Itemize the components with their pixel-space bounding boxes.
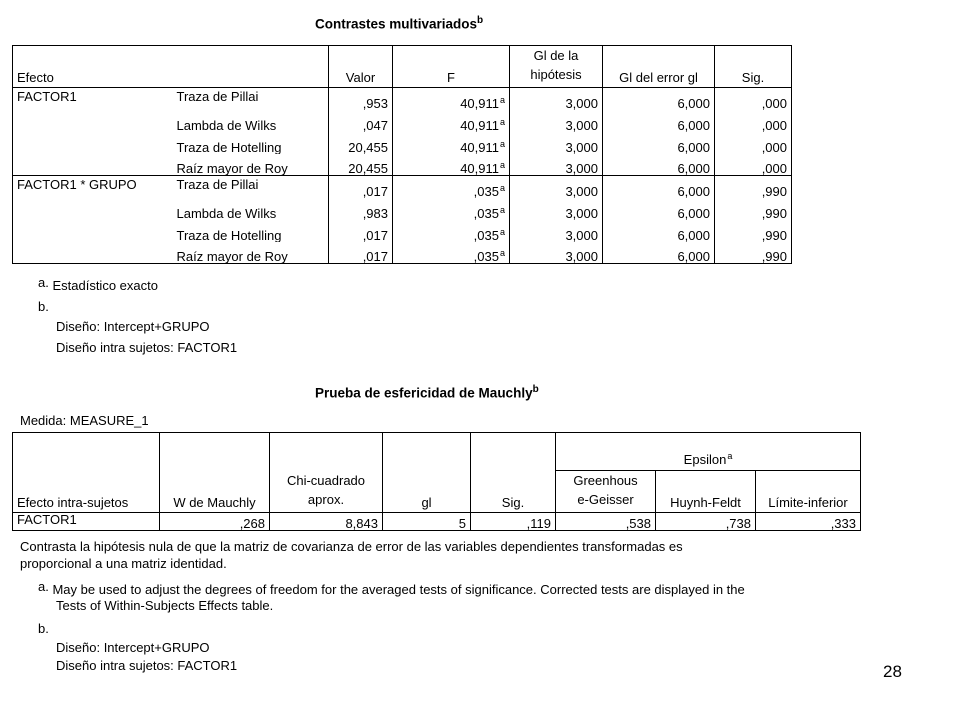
- valor-cell: ,047: [329, 110, 393, 132]
- valor-cell: ,953: [329, 88, 393, 110]
- footnote-b-mauchly-mark: b.: [38, 621, 49, 636]
- valor-cell: ,017: [329, 242, 393, 264]
- mauchly-table: [12, 432, 861, 531]
- sig-cell: ,000: [715, 110, 792, 132]
- effect-label: FACTOR1: [13, 88, 173, 110]
- header-f: F: [393, 46, 510, 88]
- table-row: [13, 110, 792, 132]
- contrast-note-line1: Contrasta la hipótesis nula de que la matriz de covarianza de error de las variables dependientes transformadas es: [20, 539, 683, 554]
- gl-hip-cell: 3,000: [510, 176, 603, 198]
- header-w-mauchly: W de Mauchly: [160, 433, 270, 513]
- f-cell: ,035$^a$: [393, 176, 510, 198]
- gl-hip-cell: 3,000: [510, 198, 603, 220]
- test-label: Lambda de Wilks: [173, 110, 329, 132]
- gl-hip-cell: 3,000: [510, 242, 603, 264]
- gl-error-cell: 6,000: [603, 110, 715, 132]
- f-cell: ,035$^a$: [393, 242, 510, 264]
- hf-cell: ,738: [656, 513, 756, 531]
- f-cell: ,035$^a$: [393, 198, 510, 220]
- gl-hip-cell: 3,000: [510, 220, 603, 242]
- footnote-b-mauchly-line1: Diseño: Intercept+GRUPO: [56, 640, 210, 655]
- sig-cell: ,000: [715, 88, 792, 110]
- valor-cell: ,017: [329, 220, 393, 242]
- test-label: Traza de Hotelling: [173, 132, 329, 154]
- multivariate-header-row: [13, 46, 792, 88]
- f-cell: 40,911$^a$: [393, 110, 510, 132]
- measure-label: Medida: MEASURE_1: [20, 413, 149, 428]
- w-cell: ,268: [160, 513, 270, 531]
- test-label: Traza de Pillai: [173, 176, 329, 198]
- effect-label: FACTOR1 * GRUPO: [13, 176, 173, 198]
- test-label: Lambda de Wilks: [173, 198, 329, 220]
- f-cell: 40,911$^a$: [393, 88, 510, 110]
- gl-hip-cell: 3,000: [510, 132, 603, 154]
- header-efecto: Efecto: [13, 46, 173, 88]
- table-row: [13, 88, 792, 110]
- chi-cell: 8,843: [270, 513, 383, 531]
- table-row: [13, 220, 792, 242]
- mauchly-title: Prueba de esfericidad de Mauchly$^b$: [315, 384, 539, 401]
- test-label: Traza de Pillai: [173, 88, 329, 110]
- table-row: [13, 132, 792, 154]
- sig-cell: ,000: [715, 154, 792, 176]
- valor-cell: 20,455: [329, 154, 393, 176]
- footnote-b-line2: Diseño intra sujetos: FACTOR1: [56, 340, 238, 355]
- f-cell: 40,911$^a$: [393, 154, 510, 176]
- test-label: Raíz mayor de Roy: [173, 242, 329, 264]
- footnote-a: a. Estadístico exacto: [38, 275, 158, 293]
- header-sig: Sig.: [715, 46, 792, 88]
- page-number: 28: [883, 662, 902, 681]
- gl-error-cell: 6,000: [603, 132, 715, 154]
- gl-error-cell: 6,000: [603, 88, 715, 110]
- f-cell: ,035$^a$: [393, 220, 510, 242]
- table-row: [13, 154, 792, 176]
- sig-cell: ,990: [715, 220, 792, 242]
- test-label: Traza de Hotelling: [173, 220, 329, 242]
- header-epsilon: Epsilon$^a$: [556, 433, 861, 471]
- valor-cell: 20,455: [329, 132, 393, 154]
- table-row: [13, 198, 792, 220]
- footnote-b-mark: b.: [38, 299, 49, 314]
- contrast-note-line2: proporcional a una matriz identidad.: [20, 556, 227, 571]
- footnote-a-mauchly: a. May be used to adjust the degrees of freedom for the averaged tests of significance. Corrected tests are displayed in the: [38, 579, 745, 597]
- gl-hip-cell: 3,000: [510, 110, 603, 132]
- header-chi-cuadrado: Chi-cuadrado aprox.: [270, 433, 383, 513]
- header-limite-inferior: Límite-inferior: [756, 471, 861, 513]
- effect-label: FACTOR1: [13, 513, 160, 531]
- table-row: [13, 176, 792, 198]
- header-gl-error: Gl del error gl: [603, 46, 715, 88]
- header-huynh-feldt: Huynh-Feldt: [656, 471, 756, 513]
- sig-cell: ,990: [715, 242, 792, 264]
- header-valor: Valor: [329, 46, 393, 88]
- sig-cell: ,119: [471, 513, 556, 531]
- gl-error-cell: 6,000: [603, 242, 715, 264]
- header-efecto-intra: Efecto intra-sujetos: [13, 433, 160, 513]
- gl-error-cell: 6,000: [603, 198, 715, 220]
- gl-hip-cell: 3,000: [510, 154, 603, 176]
- multivariate-table: [12, 45, 792, 264]
- gg-cell: ,538: [556, 513, 656, 531]
- li-cell: ,333: [756, 513, 861, 531]
- footnote-b-line1: Diseño: Intercept+GRUPO: [56, 319, 210, 334]
- footnote-a-mauchly-line2: Tests of Within-Subjects Effects table.: [56, 598, 274, 613]
- sig-cell: ,000: [715, 132, 792, 154]
- header-sig: Sig.: [471, 433, 556, 513]
- gl-error-cell: 6,000: [603, 154, 715, 176]
- multivariate-title: Contrastes multivariados$^b$: [315, 15, 484, 32]
- header-gl-hipotesis: Gl de la hipótesis: [510, 46, 603, 88]
- sig-cell: ,990: [715, 176, 792, 198]
- header-greenhouse-geisser: Greenhous e-Geisser: [556, 471, 656, 513]
- table-row: [13, 242, 792, 264]
- f-cell: 40,911$^a$: [393, 132, 510, 154]
- valor-cell: ,017: [329, 176, 393, 198]
- table-row: [13, 513, 861, 531]
- test-label: Raíz mayor de Roy: [173, 154, 329, 176]
- gl-hip-cell: 3,000: [510, 88, 603, 110]
- gl-error-cell: 6,000: [603, 220, 715, 242]
- gl-cell: 5: [383, 513, 471, 531]
- header-gl: gl: [383, 433, 471, 513]
- mauchly-header-row-1: [13, 433, 861, 471]
- footnote-b-mauchly-line2: Diseño intra sujetos: FACTOR1: [56, 658, 238, 673]
- sig-cell: ,990: [715, 198, 792, 220]
- gl-error-cell: 6,000: [603, 176, 715, 198]
- valor-cell: ,983: [329, 198, 393, 220]
